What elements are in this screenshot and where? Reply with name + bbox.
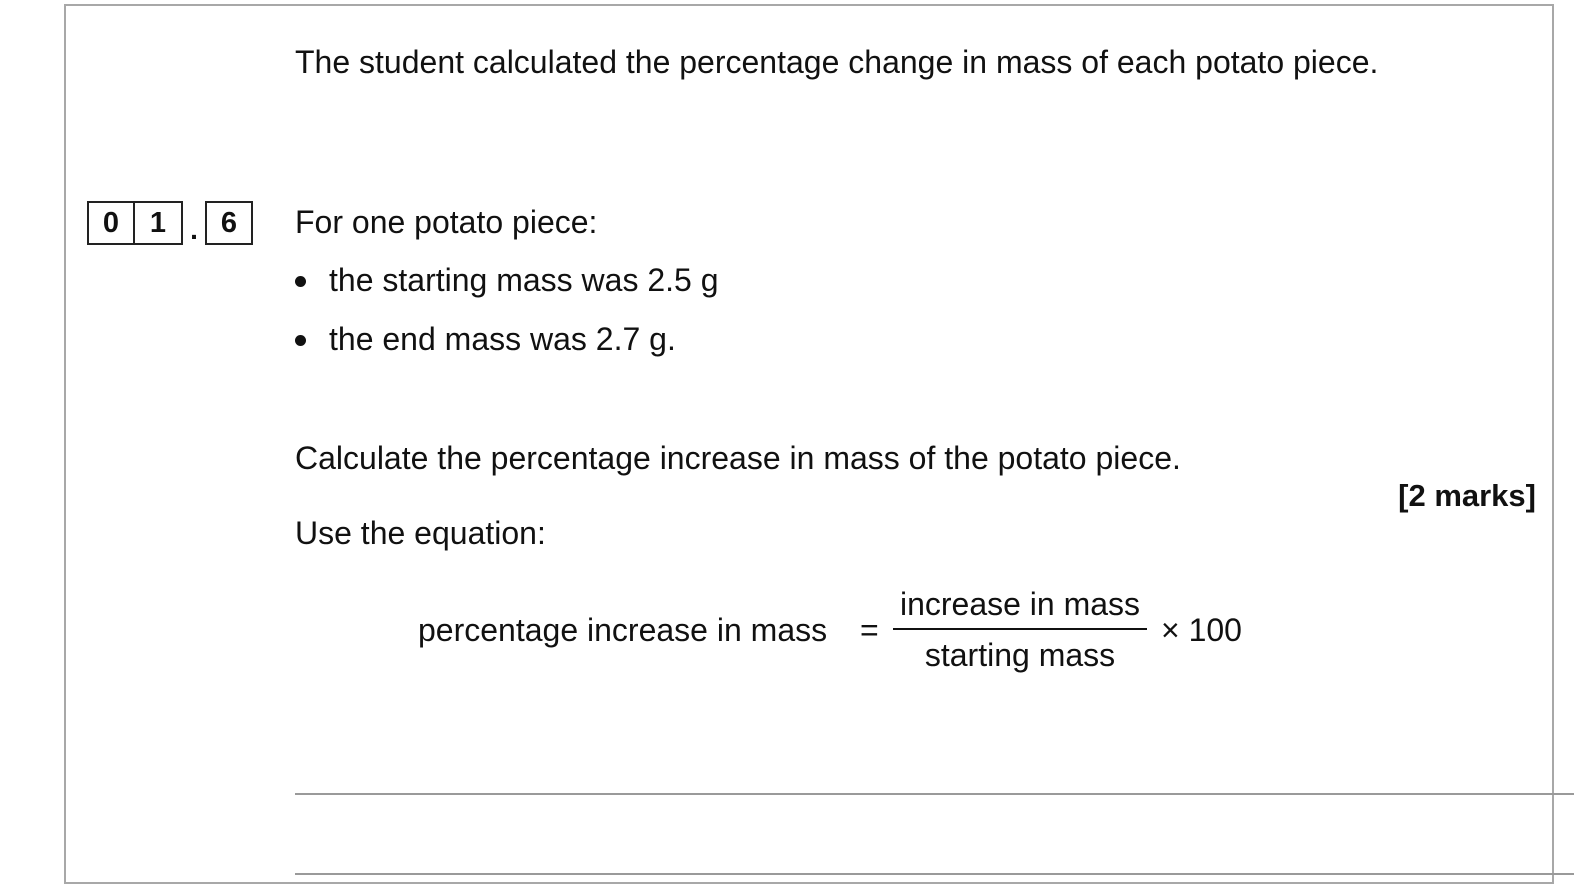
equation-numerator: increase in mass: [899, 586, 1141, 622]
answer-line[interactable]: [295, 873, 1574, 875]
list-item-text: the end mass was 2.7 g.: [329, 321, 676, 357]
question-number-separator: .: [190, 214, 198, 245]
question-number-part: 6: [205, 201, 253, 245]
list-item: [295, 262, 719, 321]
equation-lhs: percentage increase in mass: [418, 612, 828, 648]
fraction-bar: [893, 628, 1147, 630]
equation-denominator: starting mass: [924, 637, 1116, 673]
marks-label: [2 marks]: [1398, 478, 1536, 513]
lead-text: For one potato piece:: [295, 204, 598, 240]
question-number: [87, 199, 253, 245]
equation-fraction: [893, 584, 1147, 675]
answer-line[interactable]: [295, 793, 1574, 795]
bullet-icon: [295, 335, 306, 346]
list-item-text: the starting mass was 2.5 g: [329, 262, 719, 298]
equation-equals: =: [860, 612, 879, 648]
list-item: [295, 321, 719, 380]
bullet-icon: [295, 276, 306, 287]
given-values-list: [295, 262, 719, 380]
intro-text: The student calculated the percentage change in mass of each potato piece.: [295, 44, 1379, 80]
use-equation-text: Use the equation:: [295, 515, 546, 551]
question-number-digit-2: 1: [135, 201, 183, 245]
question-number-digit-1: 0: [87, 201, 135, 245]
task-text: Calculate the percentage increase in mass of the potato piece.: [295, 440, 1181, 476]
equation-multiplier: × 100: [1161, 612, 1242, 648]
